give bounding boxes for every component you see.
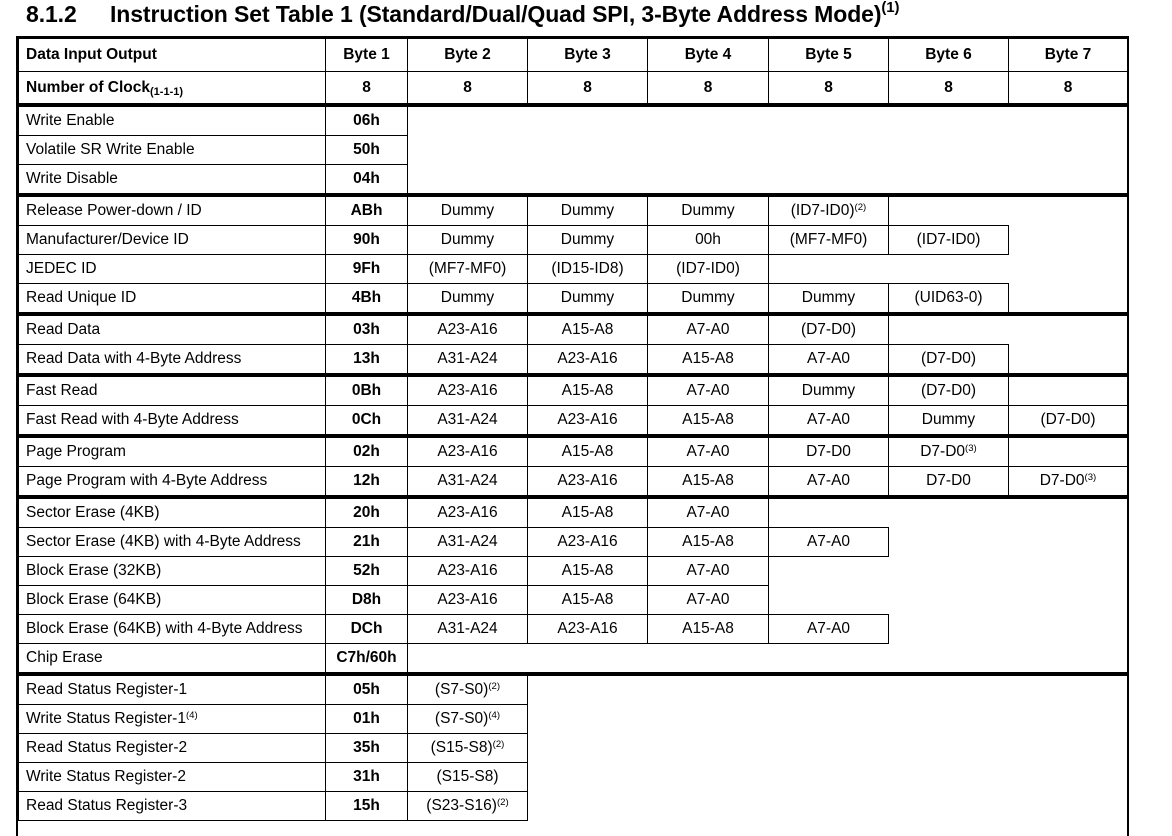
opcode: 0Bh <box>326 375 408 406</box>
byte-value: A23-A16 <box>408 314 528 345</box>
byte-value: A23-A16 <box>408 497 528 528</box>
instruction-name: Read Status Register-2 <box>19 734 326 763</box>
empty-cell <box>889 528 1128 557</box>
column-header: Byte 1 <box>326 39 408 72</box>
opcode: C7h/60h <box>326 644 408 675</box>
byte-value: A15-A8 <box>648 406 769 437</box>
byte-value: (ID7-ID0) <box>648 255 769 284</box>
column-header: Byte 4 <box>648 39 769 72</box>
instruction-name: Volatile SR Write Enable <box>19 136 326 165</box>
byte-value: D7-D0$^{(3)}$ <box>889 436 1009 467</box>
instruction-row <box>19 674 1128 705</box>
opcode: 90h <box>326 226 408 255</box>
byte-value: A31-A24 <box>408 406 528 437</box>
opcode: 52h <box>326 557 408 586</box>
byte-value: $(S7-S0)^{(2)}$ <box>408 674 528 705</box>
clock-count: 8 <box>1009 72 1128 106</box>
byte-value: Dummy <box>408 284 528 315</box>
byte-value: (ID7-ID0) <box>889 226 1009 255</box>
instruction-name: Write Enable <box>19 105 326 136</box>
empty-cell <box>889 615 1128 644</box>
byte-value: (MF7-MF0) <box>408 255 528 284</box>
byte-value: (D7-D0) <box>1009 406 1128 437</box>
title-footnote: (1) <box>881 0 900 16</box>
instruction-name: Fast Read with 4-Byte Address <box>19 406 326 437</box>
empty-cell <box>408 644 1128 675</box>
empty-cell <box>769 557 1128 586</box>
empty-cell <box>1009 375 1128 406</box>
byte-value: A15-A8 <box>528 314 648 345</box>
instruction-row <box>19 255 1128 284</box>
footnote-marker: (3) <box>965 442 977 454</box>
byte-value: Dummy <box>769 375 889 406</box>
byte-value: $(S7-S0)^{(4)}$ <box>408 705 528 734</box>
instruction-set-table <box>18 38 1128 821</box>
instruction-name: Release Power-down / ID <box>19 195 326 226</box>
instruction-row <box>19 105 1128 136</box>
byte-value: (D7-D0) <box>889 345 1009 376</box>
byte-value: A15-A8 <box>648 528 769 557</box>
column-header: Byte 6 <box>889 39 1009 72</box>
instruction-row <box>19 195 1128 226</box>
byte-value: A7-A0 <box>769 406 889 437</box>
byte-value: A23-A16 <box>528 528 648 557</box>
byte-value: A23-A16 <box>408 586 528 615</box>
instruction-row <box>19 644 1128 675</box>
empty-cell <box>1009 226 1128 255</box>
empty-cell <box>528 763 1128 792</box>
section-title: Instruction Set Table 1 (Standard/Dual/Quad SPI, 3-Byte Address Mode) <box>110 1 882 27</box>
instruction-name: Sector Erase (4KB) <box>19 497 326 528</box>
byte-value: Dummy <box>648 284 769 315</box>
byte-value: A7-A0 <box>769 528 889 557</box>
instruction-row <box>19 375 1128 406</box>
instruction-name: Fast Read <box>19 375 326 406</box>
instruction-name: Block Erase (64KB) <box>19 586 326 615</box>
byte-value: A15-A8 <box>528 375 648 406</box>
byte-value: Dummy <box>528 284 648 315</box>
opcode: D8h <box>326 586 408 615</box>
byte-value: A7-A0 <box>648 497 769 528</box>
opcode: 50h <box>326 136 408 165</box>
byte-value: (UID63-0) <box>889 284 1009 315</box>
instruction-name: Write Status Register-2 <box>19 763 326 792</box>
byte-value: $(S23-S16)^{(2)}$ <box>408 792 528 821</box>
instruction-row <box>19 406 1128 437</box>
byte-value: A23-A16 <box>408 436 528 467</box>
empty-cell <box>769 255 1128 284</box>
instruction-name: Read Unique ID <box>19 284 326 315</box>
empty-cell <box>408 105 1128 136</box>
instruction-name: Block Erase (32KB) <box>19 557 326 586</box>
byte-value: A7-A0 <box>769 467 889 498</box>
instruction-row <box>19 705 1128 734</box>
byte-value: Dummy <box>408 226 528 255</box>
empty-cell <box>408 165 1128 196</box>
footnote-marker: (2) <box>496 796 509 808</box>
byte-value: (MF7-MF0) <box>769 226 889 255</box>
opcode: 05h <box>326 674 408 705</box>
byte-value: $(ID7-ID0)^{(2)}$ <box>769 195 889 226</box>
byte-value: A23-A16 <box>528 406 648 437</box>
opcode: 04h <box>326 165 408 196</box>
empty-cell <box>528 792 1128 821</box>
byte-value: A31-A24 <box>408 615 528 644</box>
opcode: 15h <box>326 792 408 821</box>
byte-value: A7-A0 <box>648 557 769 586</box>
byte-value: A15-A8 <box>648 345 769 376</box>
byte-value: (D7-D0) <box>889 375 1009 406</box>
instruction-row <box>19 528 1128 557</box>
byte-value: A31-A24 <box>408 528 528 557</box>
byte-value: A23-A16 <box>408 375 528 406</box>
byte-value: 00h <box>648 226 769 255</box>
byte-value: (S15-S8) <box>408 763 528 792</box>
instruction-row <box>19 792 1128 821</box>
empty-cell <box>528 705 1128 734</box>
empty-cell <box>1009 284 1128 315</box>
footnote-marker: (3) <box>1084 471 1097 483</box>
instruction-row <box>19 586 1128 615</box>
empty-cell <box>1009 436 1128 467</box>
instruction-row <box>19 557 1128 586</box>
instruction-name: Write Status Register-1$^{(4)}$ <box>19 705 326 734</box>
clock-mode: (1-1-1) <box>150 85 184 98</box>
instruction-name: Page Program <box>19 436 326 467</box>
instruction-name: Write Disable <box>19 165 326 196</box>
opcode: 20h <box>326 497 408 528</box>
opcode: 4Bh <box>326 284 408 315</box>
instruction-row <box>19 497 1128 528</box>
opcode: 12h <box>326 467 408 498</box>
empty-cell <box>528 734 1128 763</box>
byte-value: A23-A16 <box>528 615 648 644</box>
byte-value: Dummy <box>889 406 1009 437</box>
byte-value: A7-A0 <box>648 375 769 406</box>
column-header: Byte 3 <box>528 39 648 72</box>
instruction-row <box>19 314 1128 345</box>
opcode: 9Fh <box>326 255 408 284</box>
byte-value: A15-A8 <box>528 586 648 615</box>
clock-count: 8 <box>528 72 648 106</box>
footnote-marker: (2) <box>854 201 867 213</box>
instruction-row <box>19 284 1128 315</box>
empty-cell <box>769 497 1128 528</box>
clock-count: 8 <box>889 72 1009 106</box>
instruction-row <box>19 467 1128 498</box>
instruction-row <box>19 165 1128 196</box>
byte-value: (ID15-ID8) <box>528 255 648 284</box>
opcode: 06h <box>326 105 408 136</box>
byte-value: Dummy <box>648 195 769 226</box>
opcode: ABh <box>326 195 408 226</box>
column-header: Byte 5 <box>769 39 889 72</box>
instruction-name: Block Erase (64KB) with 4-Byte Address <box>19 615 326 644</box>
clock-row <box>19 72 1128 106</box>
instruction-name: Manufacturer/Device ID <box>19 226 326 255</box>
footnote-marker: (4) <box>488 709 501 721</box>
byte-value: Dummy <box>528 226 648 255</box>
byte-value: A7-A0 <box>648 436 769 467</box>
byte-value: Dummy <box>528 195 648 226</box>
opcode: 02h <box>326 436 408 467</box>
byte-value: A7-A0 <box>769 615 889 644</box>
byte-value: A31-A24 <box>408 467 528 498</box>
instruction-row <box>19 734 1128 763</box>
empty-cell <box>528 674 1128 705</box>
byte-value: A23-A16 <box>528 467 648 498</box>
instruction-name: JEDEC ID <box>19 255 326 284</box>
instruction-name: Read Status Register-1 <box>19 674 326 705</box>
instruction-row <box>19 763 1128 792</box>
footnote-marker: (4) <box>185 709 198 721</box>
byte-value: A15-A8 <box>528 497 648 528</box>
instruction-row <box>19 345 1128 376</box>
opcode: 01h <box>326 705 408 734</box>
column-header: Byte 7 <box>1009 39 1128 72</box>
opcode: DCh <box>326 615 408 644</box>
instruction-name: Sector Erase (4KB) with 4-Byte Address <box>19 528 326 557</box>
clock-count: 8 <box>769 72 889 106</box>
byte-value: Dummy <box>769 284 889 315</box>
byte-value: A7-A0 <box>648 586 769 615</box>
instruction-row <box>19 436 1128 467</box>
byte-value: D7-D0 <box>889 467 1009 498</box>
byte-value: A31-A24 <box>408 345 528 376</box>
section-heading <box>26 1 899 28</box>
instruction-name: Read Data with 4-Byte Address <box>19 345 326 376</box>
opcode: 21h <box>326 528 408 557</box>
byte-value: $(S15-S8)^{(2)}$ <box>408 734 528 763</box>
byte-value: Dummy <box>408 195 528 226</box>
empty-cell <box>408 136 1128 165</box>
opcode: 13h <box>326 345 408 376</box>
instruction-name: Page Program with 4-Byte Address <box>19 467 326 498</box>
clock-row-label: Number of Clock(1-1-1) <box>19 72 326 106</box>
instruction-name: Chip Erase <box>19 644 326 675</box>
byte-value: A7-A0 <box>769 345 889 376</box>
byte-value: A15-A8 <box>648 467 769 498</box>
footnote-marker: (2) <box>492 738 505 750</box>
instruction-row <box>19 226 1128 255</box>
byte-value: A23-A16 <box>408 557 528 586</box>
clock-count: 8 <box>408 72 528 106</box>
opcode: 31h <box>326 763 408 792</box>
byte-value: A15-A8 <box>648 615 769 644</box>
instruction-row <box>19 615 1128 644</box>
instruction-name: Read Data <box>19 314 326 345</box>
opcode: 03h <box>326 314 408 345</box>
opcode: 35h <box>326 734 408 763</box>
opcode: 0Ch <box>326 406 408 437</box>
section-number: 8.1.2 <box>26 1 77 27</box>
byte-value: D7-D0$^{(3)}$ <box>1009 467 1128 498</box>
byte-value: A23-A16 <box>528 345 648 376</box>
byte-value: D7-D0 <box>769 436 889 467</box>
byte-value: A7-A0 <box>648 314 769 345</box>
empty-cell <box>889 314 1128 345</box>
byte-value: A15-A8 <box>528 557 648 586</box>
empty-cell <box>1009 345 1128 376</box>
empty-cell <box>889 195 1128 226</box>
footnote-marker: (2) <box>488 680 501 692</box>
byte-value: A15-A8 <box>528 436 648 467</box>
header-row <box>19 39 1128 72</box>
byte-value: (D7-D0) <box>769 314 889 345</box>
clock-count: 8 <box>648 72 769 106</box>
clock-count: 8 <box>326 72 408 106</box>
empty-cell <box>769 586 1128 615</box>
instruction-name: Read Status Register-3 <box>19 792 326 821</box>
column-header: Data Input Output <box>19 39 326 72</box>
column-header: Byte 2 <box>408 39 528 72</box>
instruction-row <box>19 136 1128 165</box>
